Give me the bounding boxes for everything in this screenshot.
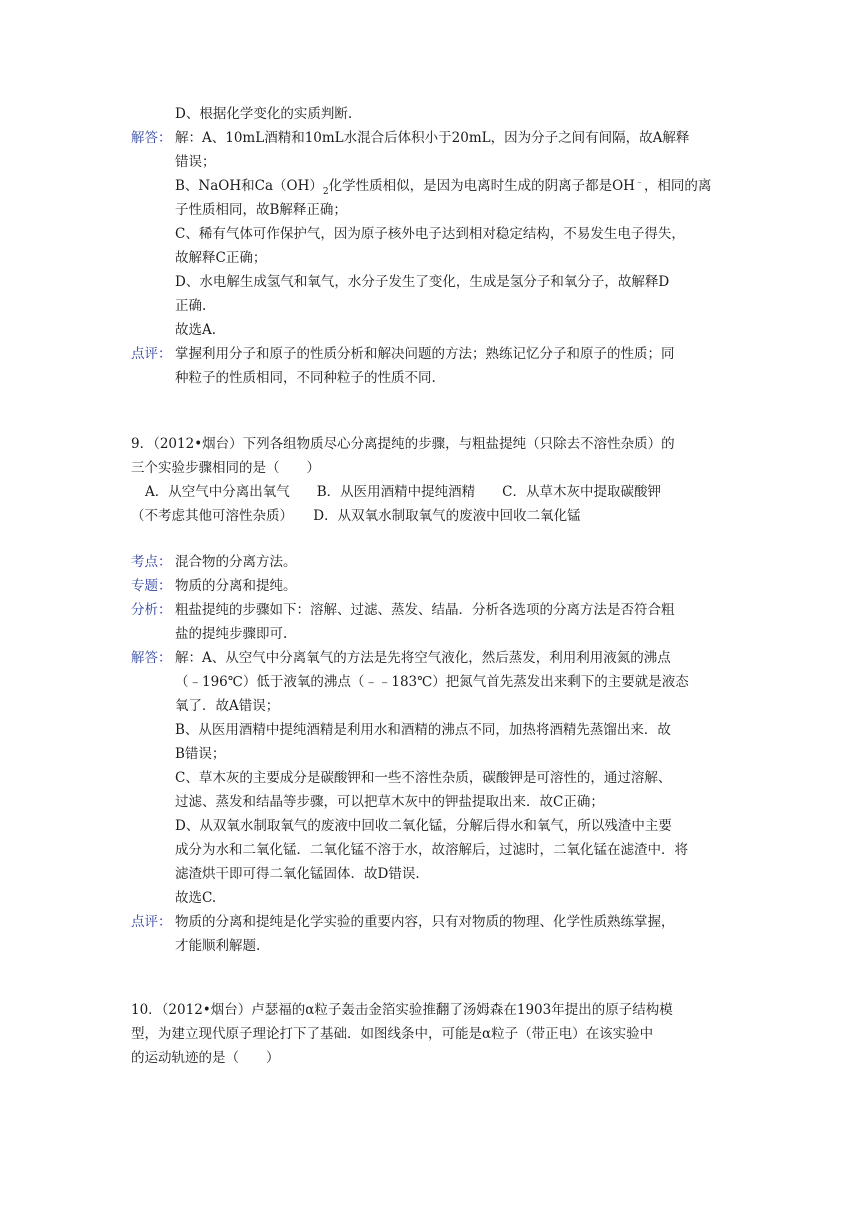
- q9-comment-line: 物质的分离和提纯是化学实验的重要内容，只有对物质的物理、化学性质熟练掌握，: [175, 914, 675, 930]
- q9-stem: 9．（2012•烟台）下列各组物质尽心分离提纯的步骤，与粗盐提纯（只除去不溶性杂质）的: [131, 436, 675, 452]
- q8-comment-line: 种粒子的性质相同，不同种粒子的性质不同.: [175, 370, 436, 386]
- q9-comment-label: 点评：: [131, 914, 172, 930]
- q9-fenxi-line: 粗盐提纯的步骤如下：溶解、过滤、蒸发、结晶．分析各选项的分离方法是否符合粗: [175, 602, 675, 618]
- q9-options: （不考虑其他可溶性杂质） D．从双氧水制取氧气的废液中回收二氧化锰: [131, 508, 581, 524]
- q8-answer-label: 解答：: [131, 130, 172, 146]
- q9-answer-line: C、草木灰的主要成分是碳酸钾和一些不溶性杂质，碳酸钾是可溶性的，通过溶解、: [175, 770, 672, 786]
- q10-stem: 型，为建立现代原子理论打下了基础．如图线条中，可能是α粒子（带正电）在该实验中: [131, 1026, 654, 1042]
- q9-options: A．从空气中分离出氧气 B．从医用酒精中提纯酒精 C．从草木灰中提取碳酸钾: [145, 484, 661, 500]
- q8-comment-label: 点评：: [131, 346, 172, 362]
- q9-answer-line: B、从医用酒精中提纯酒精是利用水和酒精的沸点不同，加热将酒精先蒸馏出来．故: [175, 722, 671, 738]
- q8-answer-text: ，相同的离: [643, 178, 712, 194]
- q9-stem: 三个实验步骤相同的是（ ）: [131, 460, 320, 476]
- q8-answer-line: 故解释C正确；: [175, 250, 267, 266]
- q9-comment-line: 才能顺利解题.: [175, 938, 261, 954]
- q9-answer-line: （﹣196℃）低于液氧的沸点（﹣﹣183℃）把氮气首先蒸发出来剩下的主要就是液态: [175, 674, 689, 690]
- q8-answer-conclusion: 故选A.: [175, 322, 217, 338]
- q9-fenxi-line: 盐的提纯步骤即可.: [175, 626, 288, 642]
- q8-answer-line: [175, 176, 711, 196]
- q9-zhuanti-label: 专题：: [131, 578, 172, 594]
- q8-answer-line: 子性质相同，故B解释正确；: [175, 202, 347, 218]
- q9-kaodian-label: 考点：: [131, 554, 172, 570]
- q9-answer-line: 成分为水和二氧化锰．二氧化锰不溶于水，故溶解后，过滤时，二氧化锰在滤渣中．将: [175, 842, 688, 858]
- q8-answer-line: 正确.: [175, 298, 207, 314]
- q8-answer-line: 错误；: [175, 154, 216, 170]
- q9-answer-line: 滤渣烘干即可得二氧化锰固体．故D错误.: [175, 866, 420, 882]
- q8-answer-line: D、水电解生成氢气和氧气，水分子发生了变化，生成是氢分子和氧分子，故解释D: [175, 274, 670, 290]
- q9-answer-conclusion: 故选C.: [175, 890, 217, 906]
- q9-answer-line: 解：A、从空气中分离氧气的方法是先将空气液化，然后蒸发，利用利用液氮的沸点: [175, 650, 671, 666]
- q8-answer-text: 化学性质相似，是因为电离时生成的阴离子都是OH: [328, 178, 635, 194]
- q8-comment-line: 掌握利用分子和原子的性质分析和解决问题的方法；熟练记忆分子和原子的性质；同: [175, 346, 675, 362]
- q9-answer-line: 过滤、蒸发和结晶等步骤，可以把草木灰中的钾盐提取出来．故C正确；: [175, 794, 604, 810]
- q9-zhuanti: 物质的分离和提纯。: [175, 578, 297, 594]
- q9-fenxi-label: 分析：: [131, 602, 172, 618]
- q10-stem: 10．（2012•烟台）卢瑟福的α粒子轰击金箔实验推翻了汤姆森在1903年提出的原子结构模: [131, 1002, 673, 1018]
- superscript: ﹣: [634, 178, 644, 188]
- q8-option-d-hint: D、根据化学变化的实质判断.: [175, 106, 353, 122]
- q8-answer-line: 解：A、10mL酒精和10mL水混合后体积小于20mL，因为分子之间有间隔，故A解释: [175, 130, 690, 146]
- q10-stem: 的运动轨迹的是（ ）: [131, 1050, 280, 1066]
- q9-answer-label: 解答：: [131, 650, 172, 666]
- q9-answer-line: D、从双氧水制取氧气的废液中回收二氧化锰，分解后得水和氧气，所以残渣中主要: [175, 818, 672, 834]
- q9-kaodian: 混合物的分离方法。: [175, 554, 297, 570]
- q9-answer-line: 氧了．故A错误；: [175, 698, 280, 714]
- subscript: 2: [322, 187, 329, 197]
- q8-answer-text: B、NaOH和Ca（OH）: [175, 178, 323, 194]
- q9-answer-line: B错误；: [175, 746, 226, 762]
- q8-answer-line: C、稀有气体可作保护气，因为原子核外电子达到相对稳定结构，不易发生电子得失，: [175, 226, 685, 242]
